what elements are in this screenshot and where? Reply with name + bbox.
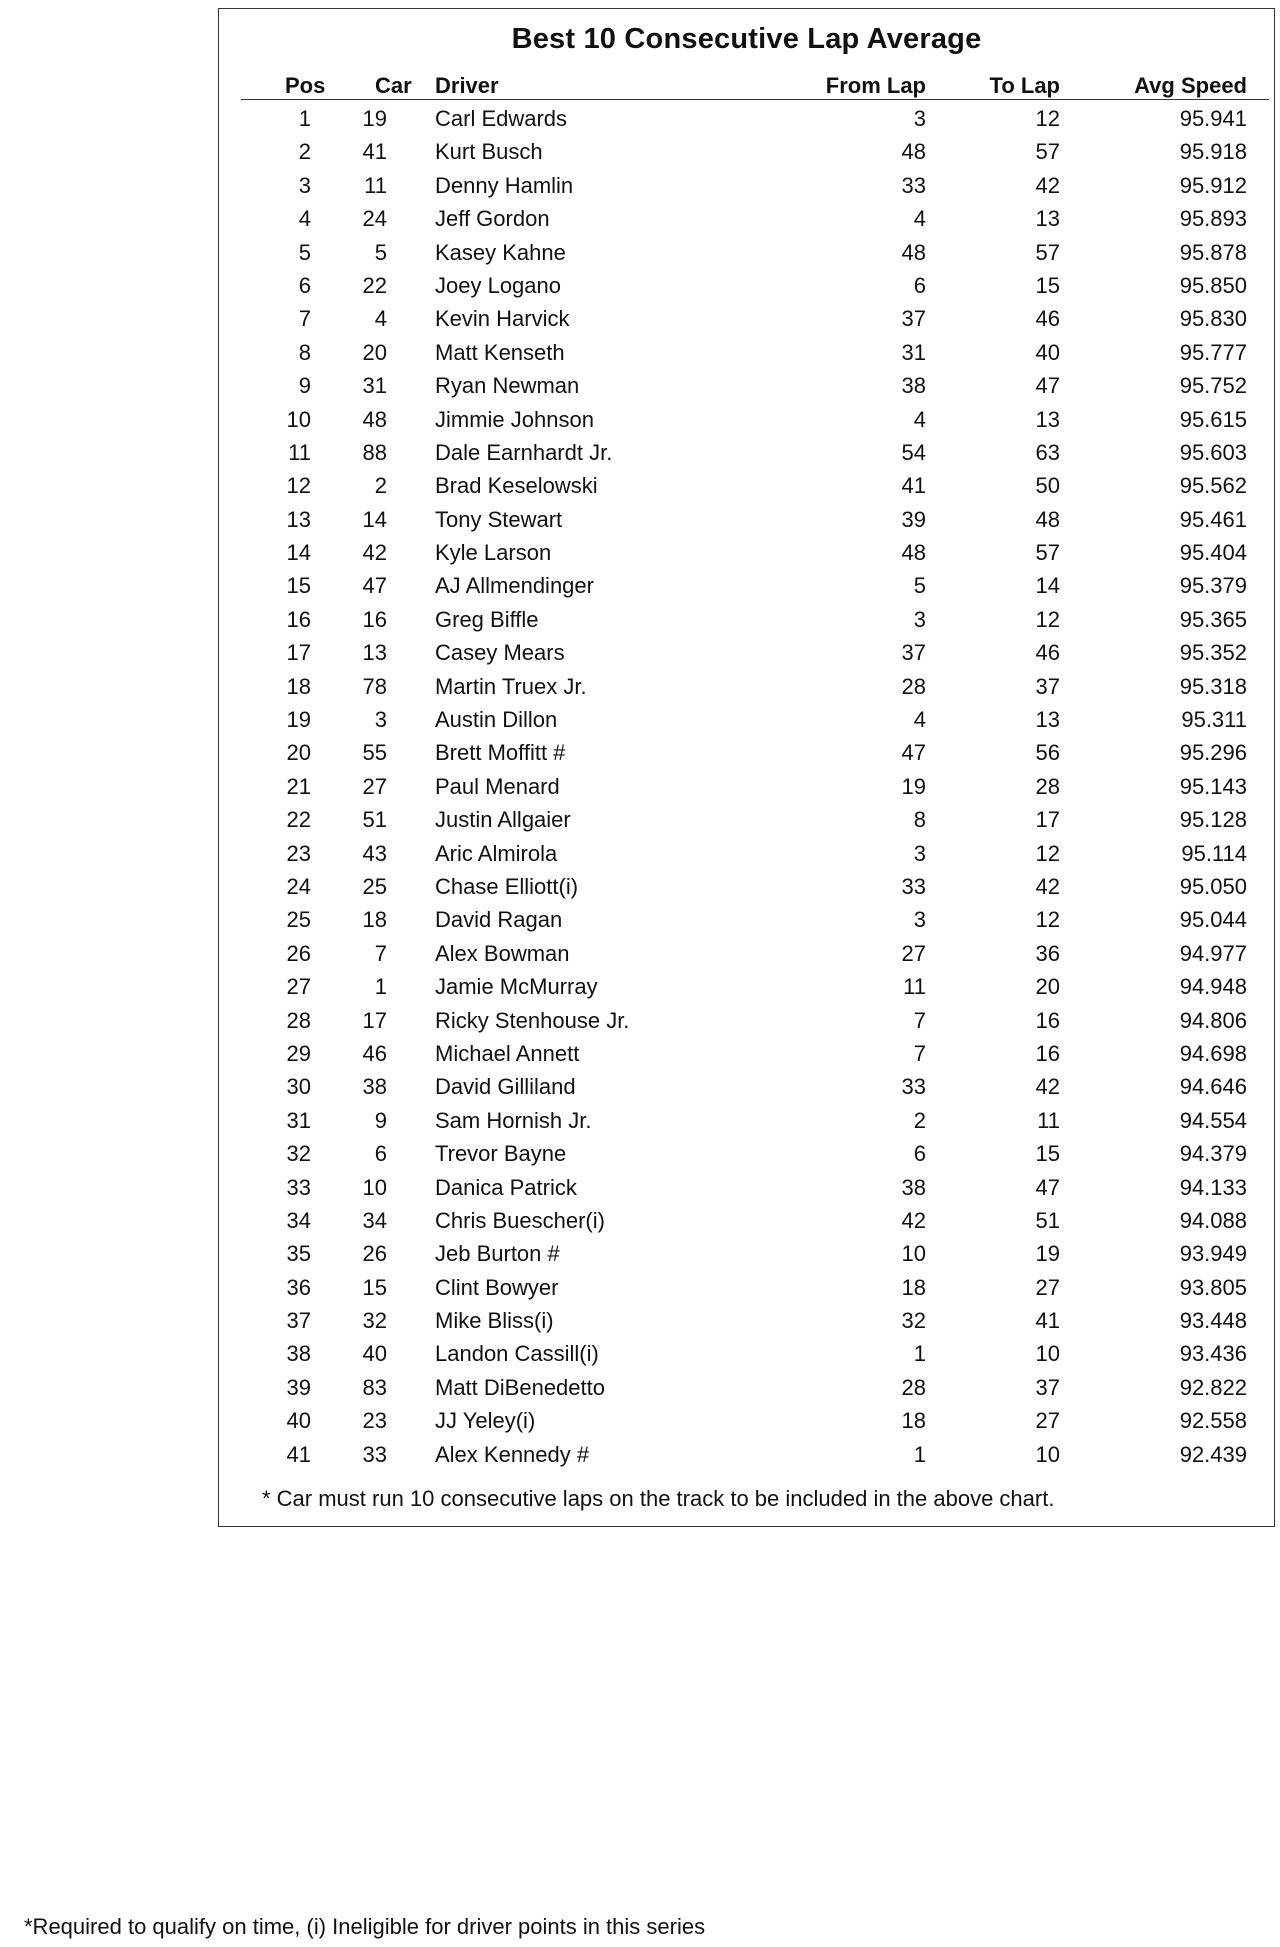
cell-car: 6	[374, 1141, 387, 1167]
table-row	[241, 1407, 1269, 1440]
cell-driver: Joey Logano	[435, 272, 561, 298]
cell-driver: Ricky Stenhouse Jr.	[435, 1007, 630, 1033]
table-row	[241, 940, 1269, 973]
cell-driver: Clint Bowyer	[435, 1274, 559, 1300]
cell-pos: 7	[298, 306, 311, 332]
cell-pos: 21	[286, 773, 311, 799]
cell-from-lap: 28	[901, 673, 926, 699]
cell-to-lap: 47	[1035, 373, 1060, 399]
table-row	[241, 1307, 1269, 1340]
table-row	[241, 1340, 1269, 1373]
cell-avg-speed: 93.949	[1179, 1241, 1247, 1267]
cell-pos: 12	[286, 473, 311, 499]
cell-avg-speed: 94.554	[1179, 1107, 1247, 1133]
cell-car: 47	[362, 573, 387, 599]
cell-to-lap: 14	[1035, 573, 1060, 599]
cell-from-lap: 4	[913, 707, 926, 733]
table-row	[241, 606, 1269, 639]
cell-from-lap: 48	[901, 540, 926, 566]
cell-pos: 15	[286, 573, 311, 599]
cell-pos: 32	[286, 1141, 311, 1167]
cell-car: 25	[362, 873, 387, 899]
cell-to-lap: 48	[1035, 506, 1060, 532]
cell-avg-speed: 95.050	[1179, 873, 1247, 899]
cell-pos: 39	[286, 1374, 311, 1400]
cell-from-lap: 33	[901, 1074, 926, 1100]
cell-avg-speed: 95.404	[1179, 540, 1247, 566]
cell-from-lap: 4	[913, 406, 926, 432]
table-row	[241, 205, 1269, 238]
cell-driver: Greg Biffle	[435, 606, 539, 632]
cell-avg-speed: 94.977	[1179, 940, 1247, 966]
cell-car: 41	[362, 139, 387, 165]
cell-avg-speed: 95.143	[1179, 773, 1247, 799]
cell-pos: 27	[286, 974, 311, 1000]
cell-pos: 41	[286, 1441, 311, 1467]
cell-from-lap: 8	[913, 807, 926, 833]
cell-from-lap: 41	[901, 473, 926, 499]
table-row	[241, 773, 1269, 806]
cell-pos: 10	[286, 406, 311, 432]
cell-car: 40	[362, 1341, 387, 1367]
cell-pos: 18	[286, 673, 311, 699]
cell-car: 18	[362, 907, 387, 933]
col-header-pos: Pos	[285, 73, 326, 98]
cell-car: 83	[362, 1374, 387, 1400]
cell-avg-speed: 95.311	[1181, 707, 1247, 733]
cell-driver: Matt DiBenedetto	[435, 1374, 605, 1400]
cell-to-lap: 57	[1035, 239, 1060, 265]
cell-pos: 23	[286, 840, 311, 866]
cell-car: 42	[362, 540, 387, 566]
table-row	[241, 105, 1269, 138]
cell-car: 23	[362, 1408, 387, 1434]
cell-driver: Jeff Gordon	[435, 206, 550, 232]
cell-to-lap: 36	[1035, 940, 1060, 966]
cell-to-lap: 12	[1035, 606, 1060, 632]
cell-pos: 37	[286, 1308, 311, 1334]
cell-driver: Brett Moffitt #	[435, 740, 566, 766]
cell-driver: Austin Dillon	[435, 707, 558, 733]
cell-to-lap: 37	[1035, 673, 1060, 699]
cell-from-lap: 31	[901, 339, 926, 365]
cell-driver: Dale Earnhardt Jr.	[435, 439, 613, 465]
cell-to-lap: 27	[1035, 1408, 1060, 1434]
table-row	[241, 1274, 1269, 1307]
cell-to-lap: 57	[1035, 139, 1060, 165]
cell-pos: 24	[286, 873, 311, 899]
cell-to-lap: 41	[1035, 1308, 1060, 1334]
cell-driver: David Ragan	[435, 907, 563, 933]
cell-avg-speed: 95.941	[1179, 106, 1247, 131]
cell-from-lap: 11	[903, 974, 926, 1000]
cell-car: 55	[362, 740, 387, 766]
cell-car: 38	[362, 1074, 387, 1100]
cell-from-lap: 6	[913, 272, 926, 298]
cell-car: 34	[362, 1207, 387, 1233]
cell-car: 26	[362, 1241, 387, 1267]
table-row	[241, 1441, 1269, 1474]
cell-car: 43	[362, 840, 387, 866]
cell-driver: Jeb Burton #	[435, 1241, 560, 1267]
cell-to-lap: 17	[1035, 807, 1060, 833]
table-row	[241, 806, 1269, 839]
cell-car: 27	[362, 773, 387, 799]
cell-driver: Sam Hornish Jr.	[435, 1107, 592, 1133]
cell-car: 1	[374, 974, 387, 1000]
cell-from-lap: 1	[913, 1341, 926, 1367]
table-row	[241, 706, 1269, 739]
cell-pos: 19	[286, 707, 311, 733]
cell-to-lap: 46	[1035, 640, 1060, 666]
cell-driver: Jamie McMurray	[435, 974, 598, 1000]
cell-driver: Trevor Bayne	[435, 1141, 567, 1167]
cell-driver: Tony Stewart	[435, 506, 563, 532]
cell-pos: 40	[286, 1408, 311, 1434]
cell-to-lap: 16	[1035, 1040, 1060, 1066]
cell-from-lap: 39	[901, 506, 926, 532]
cell-from-lap: 18	[901, 1274, 926, 1300]
cell-to-lap: 20	[1035, 974, 1060, 1000]
cell-car: 88	[362, 439, 387, 465]
cell-avg-speed: 95.777	[1179, 339, 1247, 365]
cell-avg-speed: 95.296	[1179, 740, 1247, 766]
cell-from-lap: 19	[901, 773, 926, 799]
cell-pos: 20	[286, 740, 311, 766]
cell-avg-speed: 92.558	[1179, 1408, 1247, 1434]
cell-car: 15	[362, 1274, 387, 1300]
cell-pos: 30	[286, 1074, 311, 1100]
cell-car: 20	[362, 339, 387, 365]
cell-from-lap: 33	[901, 172, 926, 198]
cell-avg-speed: 95.128	[1179, 807, 1247, 833]
cell-avg-speed: 95.318	[1179, 673, 1247, 699]
cell-to-lap: 12	[1035, 840, 1060, 866]
cell-to-lap: 51	[1035, 1207, 1060, 1233]
table-row	[241, 539, 1269, 572]
cell-to-lap: 42	[1035, 1074, 1060, 1100]
cell-pos: 5	[298, 239, 311, 265]
cell-to-lap: 40	[1035, 339, 1060, 365]
cell-avg-speed: 95.603	[1179, 439, 1247, 465]
table-header	[241, 67, 1269, 100]
cell-car: 17	[362, 1007, 387, 1033]
cell-pos: 36	[286, 1274, 311, 1300]
cell-pos: 22	[286, 807, 311, 833]
table-row	[241, 1240, 1269, 1273]
cell-from-lap: 10	[901, 1241, 926, 1267]
cell-driver: Martin Truex Jr.	[435, 673, 587, 699]
cell-to-lap: 13	[1035, 206, 1060, 232]
cell-car: 14	[362, 506, 387, 532]
cell-from-lap: 3	[913, 606, 926, 632]
cell-avg-speed: 93.448	[1179, 1308, 1247, 1334]
cell-pos: 34	[286, 1207, 311, 1233]
cell-driver: Jimmie Johnson	[435, 406, 594, 432]
cell-avg-speed: 93.805	[1179, 1274, 1247, 1300]
col-header-from-lap: From Lap	[825, 73, 926, 98]
cell-avg-speed: 95.365	[1179, 606, 1247, 632]
table-row	[241, 673, 1269, 706]
cell-car: 10	[362, 1174, 387, 1200]
cell-to-lap: 10	[1035, 1441, 1060, 1467]
cell-driver: Kurt Busch	[435, 139, 543, 165]
cell-avg-speed: 95.352	[1179, 640, 1247, 666]
table-row	[241, 1374, 1269, 1407]
cell-pos: 6	[298, 272, 311, 298]
table-row	[241, 1107, 1269, 1140]
cell-avg-speed: 95.461	[1179, 506, 1247, 532]
cell-driver: Kyle Larson	[435, 540, 552, 566]
col-header-driver: Driver	[435, 73, 499, 98]
cell-avg-speed: 95.562	[1179, 473, 1247, 499]
table-row	[241, 472, 1269, 505]
cell-car: 24	[362, 206, 387, 232]
table-row	[241, 639, 1269, 672]
table-row	[241, 873, 1269, 906]
cell-avg-speed: 94.133	[1179, 1174, 1247, 1200]
cell-from-lap: 18	[901, 1408, 926, 1434]
cell-car: 4	[374, 306, 387, 332]
results-box	[218, 8, 1275, 1527]
table-row	[241, 372, 1269, 405]
cell-driver: Alex Bowman	[435, 940, 570, 966]
cell-to-lap: 11	[1037, 1107, 1060, 1133]
cell-avg-speed: 95.615	[1179, 406, 1247, 432]
cell-to-lap: 12	[1035, 907, 1060, 933]
table-row	[241, 406, 1269, 439]
cell-avg-speed: 95.044	[1179, 907, 1247, 933]
cell-car: 16	[362, 606, 387, 632]
cell-to-lap: 15	[1035, 1141, 1060, 1167]
cell-from-lap: 7	[913, 1040, 926, 1066]
cell-pos: 25	[286, 907, 311, 933]
cell-pos: 8	[298, 339, 311, 365]
cell-pos: 14	[286, 540, 311, 566]
table-row	[241, 506, 1269, 539]
cell-car: 33	[362, 1441, 387, 1467]
cell-avg-speed: 95.850	[1179, 272, 1247, 298]
table-row	[241, 1174, 1269, 1207]
cell-driver: AJ Allmendinger	[435, 573, 594, 599]
cell-to-lap: 50	[1035, 473, 1060, 499]
cell-driver: Carl Edwards	[435, 106, 568, 131]
cell-pos: 1	[298, 106, 311, 131]
cell-avg-speed: 94.646	[1179, 1074, 1247, 1100]
cell-car: 51	[362, 807, 387, 833]
col-header-car: Car	[375, 73, 412, 98]
cell-to-lap: 56	[1035, 740, 1060, 766]
cell-from-lap: 3	[913, 907, 926, 933]
cell-driver: Kasey Kahne	[435, 239, 566, 265]
cell-from-lap: 3	[913, 106, 926, 131]
cell-pos: 11	[288, 439, 311, 465]
table-row	[241, 1207, 1269, 1240]
cell-to-lap: 37	[1035, 1374, 1060, 1400]
cell-driver: Mike Bliss(i)	[435, 1308, 554, 1334]
cell-to-lap: 63	[1035, 439, 1060, 465]
cell-car: 11	[364, 172, 387, 198]
cell-car: 22	[362, 272, 387, 298]
cell-from-lap: 7	[913, 1007, 926, 1033]
cell-pos: 2	[298, 139, 311, 165]
cell-avg-speed: 94.698	[1179, 1040, 1247, 1066]
cell-to-lap: 46	[1035, 306, 1060, 332]
cell-avg-speed: 95.893	[1179, 206, 1247, 232]
cell-from-lap: 6	[913, 1141, 926, 1167]
cell-car: 31	[362, 373, 387, 399]
cell-driver: Landon Cassill(i)	[435, 1341, 599, 1367]
cell-to-lap: 16	[1035, 1007, 1060, 1033]
cell-car: 3	[374, 707, 387, 733]
table-row	[241, 1073, 1269, 1106]
cell-pos: 17	[286, 640, 311, 666]
table-row	[241, 1007, 1269, 1040]
cell-to-lap: 42	[1035, 873, 1060, 899]
table-note: * Car must run 10 consecutive laps on the track to be included in the above chart.	[262, 1486, 1055, 1511]
table-row	[241, 906, 1269, 939]
cell-driver: Justin Allgaier	[435, 807, 571, 833]
cell-car: 13	[362, 640, 387, 666]
cell-to-lap: 12	[1035, 106, 1060, 131]
cell-from-lap: 48	[901, 139, 926, 165]
table-row	[241, 572, 1269, 605]
cell-avg-speed: 95.912	[1179, 172, 1247, 198]
cell-avg-speed: 94.088	[1179, 1207, 1247, 1233]
cell-avg-speed: 95.878	[1179, 239, 1247, 265]
cell-driver: Casey Mears	[435, 640, 565, 666]
cell-to-lap: 15	[1035, 272, 1060, 298]
cell-driver: Ryan Newman	[435, 373, 580, 399]
cell-avg-speed: 95.379	[1179, 573, 1247, 599]
cell-from-lap: 5	[913, 573, 926, 599]
table-row	[241, 1040, 1269, 1073]
cell-from-lap: 37	[901, 306, 926, 332]
table-row	[241, 138, 1269, 171]
table-row	[241, 172, 1269, 205]
cell-from-lap: 42	[901, 1207, 926, 1233]
cell-from-lap: 28	[901, 1374, 926, 1400]
cell-to-lap: 42	[1035, 172, 1060, 198]
cell-to-lap: 57	[1035, 540, 1060, 566]
cell-driver: JJ Yeley(i)	[435, 1408, 536, 1434]
cell-from-lap: 1	[913, 1441, 926, 1467]
cell-pos: 33	[286, 1174, 311, 1200]
cell-from-lap: 37	[901, 640, 926, 666]
table-row	[241, 840, 1269, 873]
cell-to-lap: 47	[1035, 1174, 1060, 1200]
cell-from-lap: 48	[901, 239, 926, 265]
cell-pos: 4	[298, 206, 311, 232]
cell-driver: Kevin Harvick	[435, 306, 570, 332]
cell-pos: 31	[286, 1107, 311, 1133]
cell-to-lap: 28	[1035, 773, 1060, 799]
cell-from-lap: 3	[913, 840, 926, 866]
page-title: Best 10 Consecutive Lap Average	[511, 23, 982, 55]
cell-avg-speed: 93.436	[1179, 1341, 1247, 1367]
cell-driver: Aric Almirola	[435, 840, 558, 866]
table-row	[241, 272, 1269, 305]
cell-to-lap: 19	[1035, 1241, 1060, 1267]
cell-from-lap: 32	[901, 1308, 926, 1334]
cell-car: 19	[362, 106, 387, 131]
cell-driver: Matt Kenseth	[435, 339, 565, 365]
cell-pos: 13	[286, 506, 311, 532]
cell-avg-speed: 95.114	[1181, 840, 1247, 866]
cell-car: 78	[362, 673, 387, 699]
cell-from-lap: 4	[913, 206, 926, 232]
cell-pos: 16	[286, 606, 311, 632]
cell-car: 5	[374, 239, 387, 265]
cell-from-lap: 38	[901, 1174, 926, 1200]
cell-driver: Chris Buescher(i)	[435, 1207, 605, 1233]
cell-car: 2	[374, 473, 387, 499]
cell-driver: Alex Kennedy #	[435, 1441, 590, 1467]
cell-car: 9	[374, 1107, 387, 1133]
cell-pos: 29	[286, 1040, 311, 1066]
cell-to-lap: 13	[1035, 406, 1060, 432]
col-header-to-lap: To Lap	[989, 73, 1060, 98]
cell-avg-speed: 94.806	[1179, 1007, 1247, 1033]
cell-to-lap: 13	[1035, 707, 1060, 733]
cell-pos: 35	[286, 1241, 311, 1267]
cell-pos: 28	[286, 1007, 311, 1033]
cell-pos: 9	[298, 373, 311, 399]
cell-car: 48	[362, 406, 387, 432]
cell-driver: Chase Elliott(i)	[435, 873, 579, 899]
cell-avg-speed: 95.918	[1179, 139, 1247, 165]
cell-pos: 38	[286, 1341, 311, 1367]
cell-from-lap: 54	[901, 439, 926, 465]
col-header-avg-speed: Avg Speed	[1134, 73, 1247, 98]
footer-note: *Required to qualify on time, (i) Ineligible for driver points in this series	[24, 1914, 706, 1939]
cell-driver: Danica Patrick	[435, 1174, 577, 1200]
cell-from-lap: 33	[901, 873, 926, 899]
table-row	[241, 239, 1269, 272]
cell-car: 46	[362, 1040, 387, 1066]
cell-avg-speed: 95.830	[1179, 306, 1247, 332]
cell-car: 7	[374, 940, 387, 966]
cell-avg-speed: 95.752	[1179, 373, 1247, 399]
cell-avg-speed: 92.822	[1179, 1374, 1247, 1400]
cell-from-lap: 2	[913, 1107, 926, 1133]
table-row	[241, 739, 1269, 772]
cell-driver: Denny Hamlin	[435, 172, 574, 198]
cell-to-lap: 10	[1035, 1341, 1060, 1367]
cell-from-lap: 38	[901, 373, 926, 399]
cell-avg-speed: 92.439	[1179, 1441, 1247, 1467]
cell-to-lap: 27	[1035, 1274, 1060, 1300]
cell-avg-speed: 94.948	[1179, 974, 1247, 1000]
cell-from-lap: 27	[901, 940, 926, 966]
table-row	[241, 305, 1269, 338]
table-body	[241, 105, 1269, 1474]
cell-driver: Brad Keselowski	[435, 473, 598, 499]
table-row	[241, 973, 1269, 1006]
cell-pos: 3	[298, 172, 311, 198]
cell-car: 32	[362, 1308, 387, 1334]
cell-driver: Paul Menard	[435, 773, 560, 799]
cell-pos: 26	[286, 940, 311, 966]
cell-driver: Michael Annett	[435, 1040, 580, 1066]
table-row	[241, 339, 1269, 372]
table-row	[241, 1140, 1269, 1173]
table-row	[241, 439, 1269, 472]
cell-driver: David Gilliland	[435, 1074, 576, 1100]
cell-avg-speed: 94.379	[1179, 1141, 1247, 1167]
cell-from-lap: 47	[901, 740, 926, 766]
